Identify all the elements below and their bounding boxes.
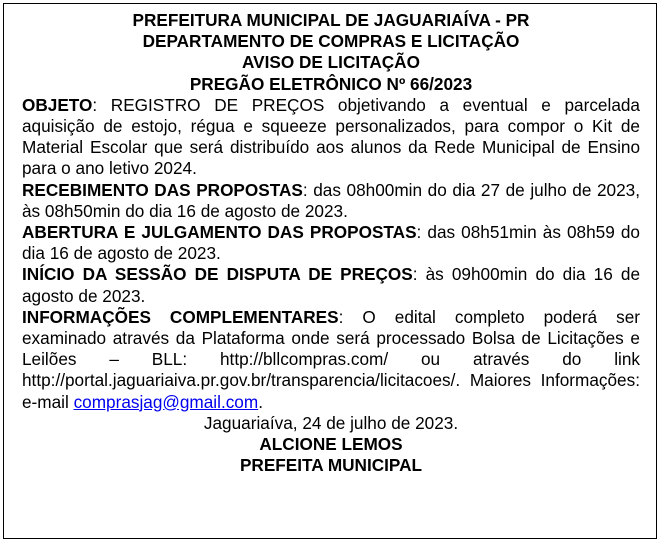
objeto-label: OBJETO bbox=[22, 94, 93, 115]
header-line-municipality: PREFEITURA MUNICIPAL DE JAGUARIAÍVA - PR bbox=[132, 10, 530, 30]
recebimento-text: : das 08h00min do dia 27 de julho de 2023, às 08h50min do dia 16 de agosto de 2023. bbox=[22, 179, 641, 221]
footer-name: ALCIONE LEMOS bbox=[259, 434, 403, 455]
notice-content bbox=[22, 10, 640, 476]
section-abertura bbox=[22, 222, 640, 264]
informacoes-label: INFORMAÇÕES COMPLEMENTARES bbox=[22, 306, 339, 327]
section-recebimento bbox=[22, 180, 640, 222]
inicio-label: INÍCIO DA SESSÃO DE DISPUTA DE PREÇOS bbox=[22, 264, 413, 285]
informacoes-text: : O edital completo poderá ser examinado através da Plataforma onde será processado Bolsa de Licitações e Leilões – BLL: http://bllcompras.com/ ou através do link http://portal.jaguariaiva.pr.gov.br/transparencia/licitacoes/. Maiores Informações: e-mail bbox=[22, 306, 640, 412]
header-line-department: DEPARTAMENTO DE COMPRAS E LICITAÇÃO bbox=[142, 31, 520, 52]
header-line-notice: AVISO DE LICITAÇÃO bbox=[242, 52, 420, 73]
footer-date: Jaguariaíva, 24 de julho de 2023. bbox=[203, 412, 459, 433]
footer-title: PREFEITA MUNICIPAL bbox=[239, 455, 423, 476]
email-link[interactable]: comprasjag@gmail.com bbox=[73, 391, 259, 412]
section-inicio bbox=[22, 264, 640, 306]
section-objeto bbox=[22, 95, 640, 180]
recebimento-label: RECEBIMENTO DAS PROPOSTAS bbox=[22, 179, 303, 200]
section-informacoes bbox=[22, 307, 640, 413]
objeto-text: : REGISTRO DE PREÇOS objetivando a eventual e parcelada aquisição de estojo, régua e squeeze personalizados, para compor o Kit de Material Escolar que será distribuído aos alunos da Rede Municipal de Ensino para o ano letivo 2024. bbox=[22, 94, 640, 179]
abertura-text: : das 08h51min às 08h59 do dia 16 de agosto de 2023. bbox=[22, 222, 640, 264]
informacoes-end: . bbox=[258, 391, 263, 412]
header-line-auction: PREGÃO ELETRÔNICO Nº 66/2023 bbox=[189, 73, 473, 94]
inicio-text: : às 09h00min do dia 16 de agosto de 2023. bbox=[22, 264, 640, 306]
abertura-label: ABERTURA E JULGAMENTO DAS PROPOSTAS bbox=[22, 222, 417, 243]
